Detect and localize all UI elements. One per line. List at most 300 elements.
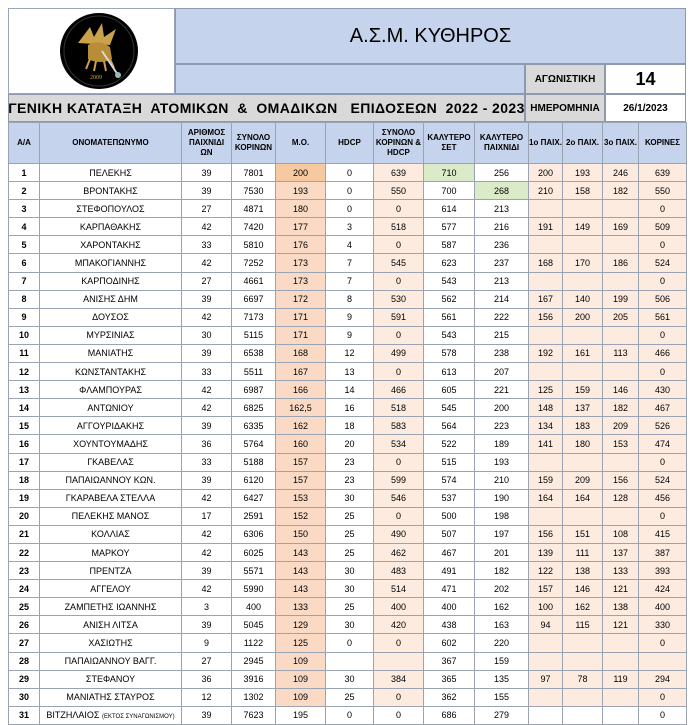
table-cell: 420	[374, 616, 424, 634]
table-cell: 587	[424, 236, 475, 254]
table-cell: 400	[424, 598, 475, 616]
table-cell: 506	[639, 290, 687, 308]
table-cell: 221	[475, 381, 529, 399]
table-row	[9, 363, 687, 381]
table-cell: 39	[182, 344, 232, 362]
table-cell: 140	[563, 290, 603, 308]
table-cell: 545	[424, 399, 475, 417]
table-cell: ΚΑΡΠΑΘΑΚΗΣ	[40, 218, 182, 236]
table-cell: 11	[9, 344, 40, 362]
table-cell: 143	[276, 580, 326, 598]
table-cell: 1	[9, 164, 40, 182]
table-cell	[603, 507, 639, 525]
table-cell: 3	[326, 218, 374, 236]
table-cell: 23	[9, 562, 40, 580]
table-cell: 456	[639, 489, 687, 507]
table-cell: 30	[326, 562, 374, 580]
table-cell: 400	[374, 598, 424, 616]
date-value-text: 26/1/2023	[623, 102, 668, 114]
table-cell: 164	[563, 489, 603, 507]
table-cell: 639	[639, 164, 687, 182]
table-row	[9, 471, 687, 489]
table-cell: ΠΑΠΑΙΩΑΝΝΟΥ ΒΑΓΓ.	[40, 652, 182, 670]
table-cell: 0	[374, 200, 424, 218]
table-cell: 499	[374, 344, 424, 362]
logo-year: 2009	[90, 75, 102, 81]
table-cell: 121	[603, 616, 639, 634]
table-cell	[529, 363, 563, 381]
table-cell: 25	[326, 525, 374, 543]
table-row	[9, 453, 687, 471]
table-cell: 148	[529, 399, 563, 417]
table-cell	[603, 363, 639, 381]
table-cell: 393	[639, 562, 687, 580]
table-cell: 42	[182, 218, 232, 236]
table-row	[9, 200, 687, 218]
table-cell: 15	[9, 417, 40, 435]
table-cell: 166	[276, 381, 326, 399]
table-row	[9, 344, 687, 362]
table-cell	[563, 634, 603, 652]
table-row	[9, 652, 687, 670]
table-cell: 109	[276, 688, 326, 706]
col-header: Μ.Ο.	[276, 123, 326, 164]
table-cell: ΦΛΑΜΠΟΥΡΑΣ	[40, 381, 182, 399]
table-cell: 153	[603, 435, 639, 453]
table-cell: 207	[475, 363, 529, 381]
week-value-text: 14	[635, 68, 656, 89]
subtitle-text: ΓΕΝΙΚΗ ΚΑΤΑΤΑΞΗ ΑΤΟΜΙΚΩΝ & ΟΜΑΔΙΚΩΝ ΕΠΙΔΟΣΕΩΝ 2022 - 2023	[8, 100, 525, 116]
table-cell: 6538	[232, 344, 276, 362]
table-row	[9, 381, 687, 399]
table-cell: 214	[475, 290, 529, 308]
table-cell: ΜΥΡΣΙΝΙΑΣ	[40, 326, 182, 344]
table-cell: 156	[603, 471, 639, 489]
table-cell	[40, 706, 182, 724]
table-cell: 152	[276, 507, 326, 525]
table-cell: 30	[326, 580, 374, 598]
table-cell: 125	[529, 381, 563, 399]
date-label-text: ΗΜΕΡΟΜΗΝΙΑ	[530, 102, 600, 114]
table-cell: 39	[182, 182, 232, 200]
table-cell: 0	[639, 326, 687, 344]
table-cell: 157	[529, 580, 563, 598]
club-logo	[60, 13, 138, 89]
table-cell: 173	[276, 254, 326, 272]
table-cell: 25	[326, 688, 374, 706]
table-cell: 23	[326, 453, 374, 471]
table-cell: 137	[563, 399, 603, 417]
table-cell: 9	[182, 634, 232, 652]
table-cell	[529, 634, 563, 652]
club-title: Α.Σ.Μ. ΚΥΘΗΡΟΣ	[349, 24, 512, 47]
table-cell: 602	[424, 634, 475, 652]
table-cell: 30	[326, 489, 374, 507]
table-cell: 193	[276, 182, 326, 200]
table-cell: 133	[276, 598, 326, 616]
table-cell: 182	[603, 399, 639, 417]
table-cell: 367	[424, 652, 475, 670]
table-cell: 561	[639, 308, 687, 326]
table-cell: 7	[326, 254, 374, 272]
table-cell: 213	[475, 200, 529, 218]
table-cell: ΑΝΙΣΗΣ ΔΗΜ	[40, 290, 182, 308]
table-cell	[603, 652, 639, 670]
table-cell: 6427	[232, 489, 276, 507]
table-cell: 1122	[232, 634, 276, 652]
table-cell: 14	[9, 399, 40, 417]
table-cell: 2591	[232, 507, 276, 525]
table-cell: 20	[326, 435, 374, 453]
table-cell: 167	[276, 363, 326, 381]
table-cell: 564	[424, 417, 475, 435]
table-cell: 33	[182, 236, 232, 254]
table-cell: 133	[603, 562, 639, 580]
date-label	[525, 94, 605, 122]
table-cell	[529, 272, 563, 290]
table-cell: 78	[563, 670, 603, 688]
table-cell: 5990	[232, 580, 276, 598]
standings-subtitle	[8, 94, 525, 122]
table-cell: 26	[9, 616, 40, 634]
table-cell: ΧΑΡΟΝΤΑΚΗΣ	[40, 236, 182, 254]
table-cell: 6697	[232, 290, 276, 308]
standings-table	[8, 122, 687, 725]
table-cell: 362	[424, 688, 475, 706]
table-cell: 6825	[232, 399, 276, 417]
table-cell: 530	[374, 290, 424, 308]
table-cell: 12	[326, 344, 374, 362]
table-cell: 153	[276, 489, 326, 507]
table-cell: 0	[326, 634, 374, 652]
table-cell: 141	[529, 435, 563, 453]
table-cell: 16	[326, 399, 374, 417]
table-cell: 39	[182, 616, 232, 634]
table-cell: 4	[9, 218, 40, 236]
table-cell: 524	[639, 471, 687, 489]
table-cell: 200	[475, 399, 529, 417]
table-cell: 200	[563, 308, 603, 326]
table-cell: 25	[9, 598, 40, 616]
table-cell: 546	[374, 489, 424, 507]
table-row	[9, 435, 687, 453]
table-cell: 0	[374, 272, 424, 290]
col-header: 3ο ΠΑΙΧ.	[603, 123, 639, 164]
table-cell: 537	[424, 489, 475, 507]
table-cell: 491	[424, 562, 475, 580]
table-cell	[563, 326, 603, 344]
table-cell: 2945	[232, 652, 276, 670]
table-cell: ΚΩΝΣΤΑΝΤΑΚΗΣ	[40, 363, 182, 381]
griffin-emblem-icon	[60, 13, 138, 89]
table-cell	[603, 236, 639, 254]
table-cell: 6335	[232, 417, 276, 435]
table-cell	[603, 453, 639, 471]
table-cell: 143	[276, 543, 326, 561]
table-cell: 474	[639, 435, 687, 453]
table-cell	[529, 652, 563, 670]
table-cell: 466	[374, 381, 424, 399]
table-cell: 161	[563, 344, 603, 362]
table-cell: 192	[529, 344, 563, 362]
table-cell: 6	[9, 254, 40, 272]
table-cell: ΚΟΛΛΙΑΣ	[40, 525, 182, 543]
table-cell: 198	[475, 507, 529, 525]
page-title	[175, 8, 686, 64]
table-cell: 171	[276, 326, 326, 344]
table-cell: 215	[475, 326, 529, 344]
table-row	[9, 326, 687, 344]
table-cell: 94	[529, 616, 563, 634]
table-cell: 205	[603, 308, 639, 326]
table-cell: ΠΕΛΕΚΗΣ ΜΑΝΟΣ	[40, 507, 182, 525]
table-cell: 109	[276, 652, 326, 670]
table-cell: 543	[424, 326, 475, 344]
player-name: ΒΙΤΖΗΛΑΙΟΣ	[46, 710, 100, 721]
table-row	[9, 670, 687, 688]
table-cell: 518	[374, 399, 424, 417]
table-cell: 30	[182, 326, 232, 344]
table-cell: 3	[9, 200, 40, 218]
table-cell	[563, 652, 603, 670]
week-value	[605, 64, 686, 94]
table-cell: 509	[639, 218, 687, 236]
table-cell: 180	[563, 435, 603, 453]
table-cell	[603, 272, 639, 290]
table-cell: 438	[424, 616, 475, 634]
table-cell: 163	[475, 616, 529, 634]
table-cell: 0	[639, 634, 687, 652]
table-header-row	[9, 123, 687, 164]
table-cell: 36	[182, 435, 232, 453]
table-cell: 159	[475, 652, 529, 670]
table-cell	[529, 200, 563, 218]
table-cell: 25	[326, 543, 374, 561]
table-cell: 151	[563, 525, 603, 543]
table-cell: 193	[475, 453, 529, 471]
table-cell: 189	[475, 435, 529, 453]
table-cell: 125	[276, 634, 326, 652]
table-cell: 115	[563, 616, 603, 634]
table-cell: ΧΑΣΙΩΤΗΣ	[40, 634, 182, 652]
table-cell: 149	[563, 218, 603, 236]
table-cell: 10	[9, 326, 40, 344]
table-cell: 177	[276, 218, 326, 236]
table-cell: 710	[424, 164, 475, 182]
table-cell: 39	[182, 706, 232, 724]
table-cell: 365	[424, 670, 475, 688]
table-cell: ΚΑΡΠΟΔΙΝΗΣ	[40, 272, 182, 290]
table-cell: 113	[603, 344, 639, 362]
table-cell: 20	[9, 507, 40, 525]
table-cell: 17	[9, 453, 40, 471]
col-header: ΣΥΝΟΛΟ ΚΟΡΙΝΩΝ	[232, 123, 276, 164]
table-cell: 30	[326, 616, 374, 634]
table-cell: 0	[639, 507, 687, 525]
table-cell: ΜΑΝΙΑΤΗΣ ΣΤΑΥΡΟΣ	[40, 688, 182, 706]
table-cell: 9	[326, 308, 374, 326]
table-cell: 268	[475, 182, 529, 200]
table-cell: 237	[475, 254, 529, 272]
table-cell: 550	[639, 182, 687, 200]
table-cell: 169	[603, 218, 639, 236]
table-cell: ΑΓΓΟΥΡΙΔΑΚΗΣ	[40, 417, 182, 435]
table-cell	[529, 688, 563, 706]
table-cell: 13	[326, 363, 374, 381]
table-cell: 39	[182, 417, 232, 435]
table-cell: 574	[424, 471, 475, 489]
table-cell: 0	[639, 688, 687, 706]
table-cell: 33	[182, 453, 232, 471]
table-row	[9, 580, 687, 598]
table-cell	[603, 326, 639, 344]
table-cell: 21	[9, 525, 40, 543]
table-cell	[529, 236, 563, 254]
table-cell: 12	[9, 363, 40, 381]
table-cell: 42	[182, 489, 232, 507]
table-cell: 27	[182, 200, 232, 218]
table-cell: ΜΑΡΚΟΥ	[40, 543, 182, 561]
table-cell: 0	[326, 706, 374, 724]
table-cell: 7252	[232, 254, 276, 272]
table-cell: 5810	[232, 236, 276, 254]
table-cell: 150	[276, 525, 326, 543]
table-cell: 384	[374, 670, 424, 688]
table-cell: 135	[475, 670, 529, 688]
table-cell: 213	[475, 272, 529, 290]
table-cell: 3	[182, 598, 232, 616]
table-cell: 42	[182, 399, 232, 417]
table-cell: 27	[182, 272, 232, 290]
table-cell: 193	[563, 164, 603, 182]
table-cell: 466	[639, 344, 687, 362]
table-row	[9, 706, 687, 724]
table-cell: ΓΚΑΡΑΒΕΛΑ ΣΤΕΛΛΑ	[40, 489, 182, 507]
table-cell: 5045	[232, 616, 276, 634]
table-cell: 209	[563, 471, 603, 489]
table-row	[9, 525, 687, 543]
table-cell: 42	[182, 543, 232, 561]
table-cell: 16	[9, 435, 40, 453]
table-cell: 199	[603, 290, 639, 308]
table-cell: 500	[424, 507, 475, 525]
table-cell	[326, 652, 374, 670]
table-cell: 128	[603, 489, 639, 507]
table-cell: 490	[374, 525, 424, 543]
table-row	[9, 290, 687, 308]
table-cell: 4	[326, 236, 374, 254]
table-cell: 550	[374, 182, 424, 200]
col-header: HDCP	[326, 123, 374, 164]
table-cell: 111	[563, 543, 603, 561]
table-row	[9, 254, 687, 272]
table-cell: 4661	[232, 272, 276, 290]
table-cell: 507	[424, 525, 475, 543]
table-cell: 182	[603, 182, 639, 200]
table-cell: 209	[603, 417, 639, 435]
table-cell: 22	[9, 543, 40, 561]
table-cell: 12	[182, 688, 232, 706]
table-cell: 599	[374, 471, 424, 489]
table-cell: 159	[563, 381, 603, 399]
table-cell: 0	[374, 326, 424, 344]
col-header: ΚΑΛΥΤΕΡΟ ΣΕΤ	[424, 123, 475, 164]
table-cell	[563, 200, 603, 218]
table-cell: 216	[475, 218, 529, 236]
table-cell: 639	[374, 164, 424, 182]
table-cell: 256	[475, 164, 529, 182]
table-cell: 100	[529, 598, 563, 616]
table-cell: ΣΤΕΦΟΠΟΥΛΟΣ	[40, 200, 182, 218]
table-cell: 137	[603, 543, 639, 561]
table-cell: 522	[424, 435, 475, 453]
table-cell: 17	[182, 507, 232, 525]
table-cell: 167	[529, 290, 563, 308]
table-cell: 160	[276, 435, 326, 453]
table-cell: 171	[276, 308, 326, 326]
table-cell: 156	[529, 525, 563, 543]
table-cell: 39	[182, 164, 232, 182]
table-cell: 467	[639, 399, 687, 417]
table-cell: 162	[563, 598, 603, 616]
table-row	[9, 164, 687, 182]
table-cell: 246	[603, 164, 639, 182]
table-cell: 210	[475, 471, 529, 489]
table-cell: 25	[326, 598, 374, 616]
table-cell: 173	[276, 272, 326, 290]
table-body	[9, 164, 687, 725]
table-cell: 5571	[232, 562, 276, 580]
table-cell: 138	[563, 562, 603, 580]
table-cell: 23	[326, 471, 374, 489]
table-cell	[563, 453, 603, 471]
table-cell: 143	[276, 562, 326, 580]
table-cell: 36	[182, 670, 232, 688]
table-cell: 5764	[232, 435, 276, 453]
table-row	[9, 489, 687, 507]
table-cell: 5188	[232, 453, 276, 471]
table-cell: ΜΑΝΙΑΤΗΣ	[40, 344, 182, 362]
table-cell: 0	[374, 453, 424, 471]
table-cell: ΒΡΟΝΤΑΚΗΣ	[40, 182, 182, 200]
table-cell: 197	[475, 525, 529, 543]
table-cell: 578	[424, 344, 475, 362]
table-row	[9, 272, 687, 290]
table-cell: 155	[475, 688, 529, 706]
table-cell: 190	[475, 489, 529, 507]
non-competing-note: (ΕΚΤΟΣ ΣΥΝΑΓΩΝΙΣΜΟΥ)	[101, 714, 175, 721]
table-cell: 109	[276, 670, 326, 688]
table-cell: 191	[529, 218, 563, 236]
table-cell: 25	[326, 507, 374, 525]
table-cell: 7530	[232, 182, 276, 200]
table-cell: 0	[374, 634, 424, 652]
table-cell: 168	[529, 254, 563, 272]
table-cell	[639, 652, 687, 670]
table-cell: 7623	[232, 706, 276, 724]
table-cell: 561	[424, 308, 475, 326]
table-cell: 7	[9, 272, 40, 290]
table-cell: 238	[475, 344, 529, 362]
table-cell: 0	[326, 182, 374, 200]
table-cell	[563, 363, 603, 381]
table-cell: 42	[182, 254, 232, 272]
table-cell: 330	[639, 616, 687, 634]
table-cell: 183	[563, 417, 603, 435]
table-row	[9, 507, 687, 525]
table-cell: 0	[639, 236, 687, 254]
table-cell: 483	[374, 562, 424, 580]
